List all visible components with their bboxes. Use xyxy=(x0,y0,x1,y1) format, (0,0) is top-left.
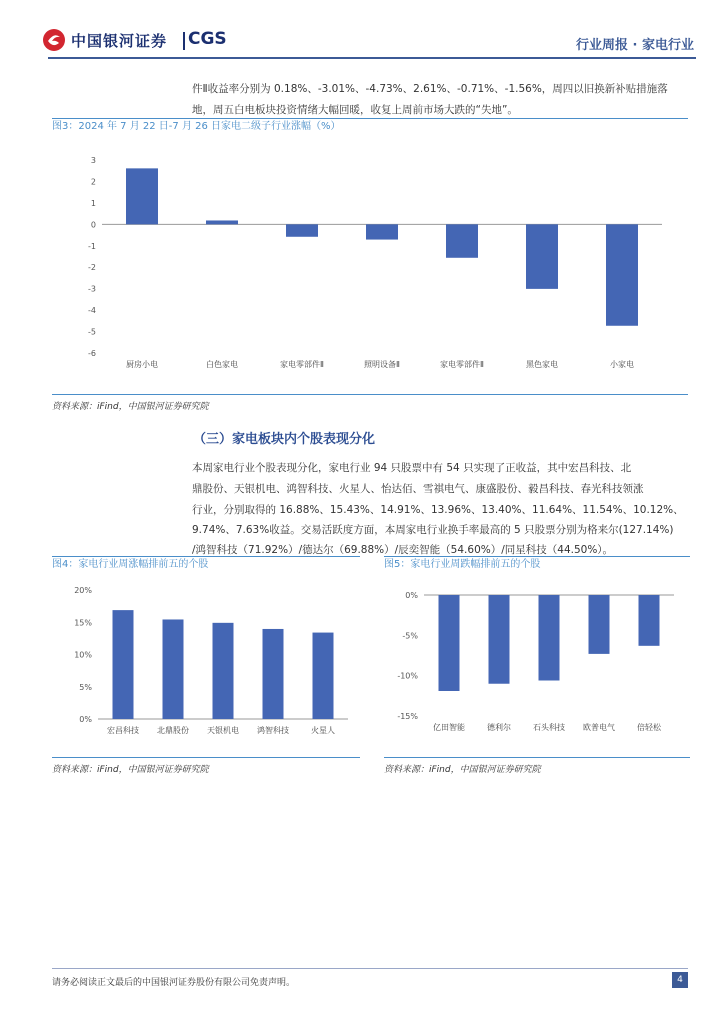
y-tick-label: -4 xyxy=(88,306,96,316)
fig5-title: 图5：家电行业周跌幅排前五的个股 xyxy=(384,556,690,573)
section-line-5: /鸿智科技（71.92%）/德达尔（69.88%）/辰奕智能（54.60%）/同星科技（44.50%）。 xyxy=(192,544,614,556)
y-tick-label: 20% xyxy=(74,586,92,595)
y-tick-label: 1 xyxy=(90,198,96,208)
section-heading: （三）家电板块内个股表现分化 xyxy=(193,432,376,447)
report-title: 行业周报 · 家电行业 xyxy=(576,38,694,53)
logo-cgs: CGS xyxy=(188,29,227,49)
x-tick-label: 天银机电 xyxy=(207,726,239,735)
bar xyxy=(639,595,660,646)
fig4-source: 资料来源：iFind，中国银河证券研究院 xyxy=(52,765,209,775)
x-tick-label: 黑色家电 xyxy=(526,360,558,369)
footer-divider xyxy=(52,968,688,969)
y-tick-label: -10% xyxy=(397,671,418,681)
y-tick-label: 2 xyxy=(90,177,96,187)
logo-separator xyxy=(183,32,185,50)
y-tick-label: -2 xyxy=(88,263,96,273)
header-divider xyxy=(48,57,696,59)
x-tick-label: 小家电 xyxy=(610,360,634,369)
x-tick-label: 北鼎股份 xyxy=(157,726,189,735)
fig3-chart xyxy=(52,145,688,385)
x-tick-label: 火星人 xyxy=(311,726,335,735)
bar xyxy=(539,595,560,681)
fig4-title: 图4：家电行业周涨幅排前五的个股 xyxy=(52,556,360,573)
fig3-title: 图3：2024 年 7 月 22 日-7 月 26 日家电二级子行业涨幅（%） xyxy=(52,118,688,135)
x-tick-label: 家电零部件Ⅱ xyxy=(280,360,324,369)
y-tick-label: 3 xyxy=(90,156,96,165)
x-tick-label: 倍轻松 xyxy=(637,723,661,732)
fig3-source: 资料来源：iFind，中国银河证券研究院 xyxy=(52,402,209,412)
y-tick-label: -15% xyxy=(397,712,418,721)
bar xyxy=(206,220,238,224)
bar xyxy=(439,595,460,691)
y-tick-label: 0% xyxy=(79,715,92,724)
fig5-chart xyxy=(384,585,690,750)
x-tick-label: 石头科技 xyxy=(533,723,565,732)
fig5-source: 资料来源：iFind，中国银河证券研究院 xyxy=(384,765,541,775)
section-line-4: 9.74%、7.63%收益。交易活跃度方面，本周家电行业换手率最高的 5 只股票分别为格来尔(127.14%) xyxy=(192,524,674,536)
page-number: 4 xyxy=(672,972,688,988)
x-tick-label: 宏昌科技 xyxy=(107,726,139,735)
intro-line-1: 件Ⅱ收益率分别为 0.18%、-3.01%、-4.73%、2.61%、-0.71%、-1.56%，周四以旧换新补贴措施落 xyxy=(192,83,668,95)
y-tick-label: -3 xyxy=(88,284,96,294)
x-tick-label: 厨房小电 xyxy=(126,360,158,369)
y-tick-label: 15% xyxy=(74,618,92,628)
bar xyxy=(113,610,134,719)
x-tick-label: 家电零部件Ⅱ xyxy=(440,360,484,369)
bar xyxy=(589,595,610,654)
x-tick-label: 鸿智科技 xyxy=(257,726,289,735)
fig4-bottom-rule xyxy=(52,757,360,758)
intro-line-2: 地，周五白电板块投资情绪大幅回暖，收复上周前市场大跌的“失地”。 xyxy=(192,104,518,116)
bar xyxy=(526,224,558,289)
bar xyxy=(366,224,398,239)
bar xyxy=(489,595,510,684)
x-tick-label: 欧普电气 xyxy=(583,723,615,732)
bar xyxy=(606,224,638,325)
section-line-2: 鼎股份、天银机电、鸿智科技、火星人、怡达佰、雪祺电气、康盛股份、毅昌科技、春光科技领涨 xyxy=(192,483,644,495)
logo-text: 中国银河证券 xyxy=(71,32,168,50)
section-line-1: 本周家电行业个股表现分化，家电行业 94 只股票中有 54 只实现了正收益，其中宏昌科技、北 xyxy=(192,462,632,474)
fig5-bottom-rule xyxy=(384,757,690,758)
logo-icon xyxy=(42,28,66,52)
bar xyxy=(126,168,158,224)
footer-disclaimer: 请务必阅读正文最后的中国银河证券股份有限公司免责声明。 xyxy=(52,978,296,988)
y-tick-label: 10% xyxy=(74,650,92,660)
x-tick-label: 德利尔 xyxy=(487,723,511,732)
bar xyxy=(446,224,478,257)
y-tick-label: -5 xyxy=(88,327,96,337)
x-tick-label: 白色家电 xyxy=(206,360,238,369)
bar xyxy=(286,224,318,236)
fig3-bottom-rule xyxy=(52,394,688,395)
y-tick-label: 0 xyxy=(90,220,96,230)
y-tick-label: -6 xyxy=(88,349,96,358)
bar xyxy=(163,619,184,719)
fig4-chart xyxy=(52,578,360,748)
section-line-3: 行业，分别取得的 16.88%、15.43%、14.91%、13.96%、13.40%、11.64%、11.54%、10.12%、 xyxy=(192,504,684,516)
bar xyxy=(313,633,334,719)
y-tick-label: -5% xyxy=(402,631,418,641)
x-tick-label: 照明设备Ⅱ xyxy=(364,360,400,369)
y-tick-label: 5% xyxy=(79,682,92,692)
y-tick-label: -1 xyxy=(88,241,96,251)
x-tick-label: 亿田智能 xyxy=(433,723,465,732)
y-tick-label: 0% xyxy=(405,591,418,600)
bar xyxy=(213,623,234,719)
bar xyxy=(263,629,284,719)
